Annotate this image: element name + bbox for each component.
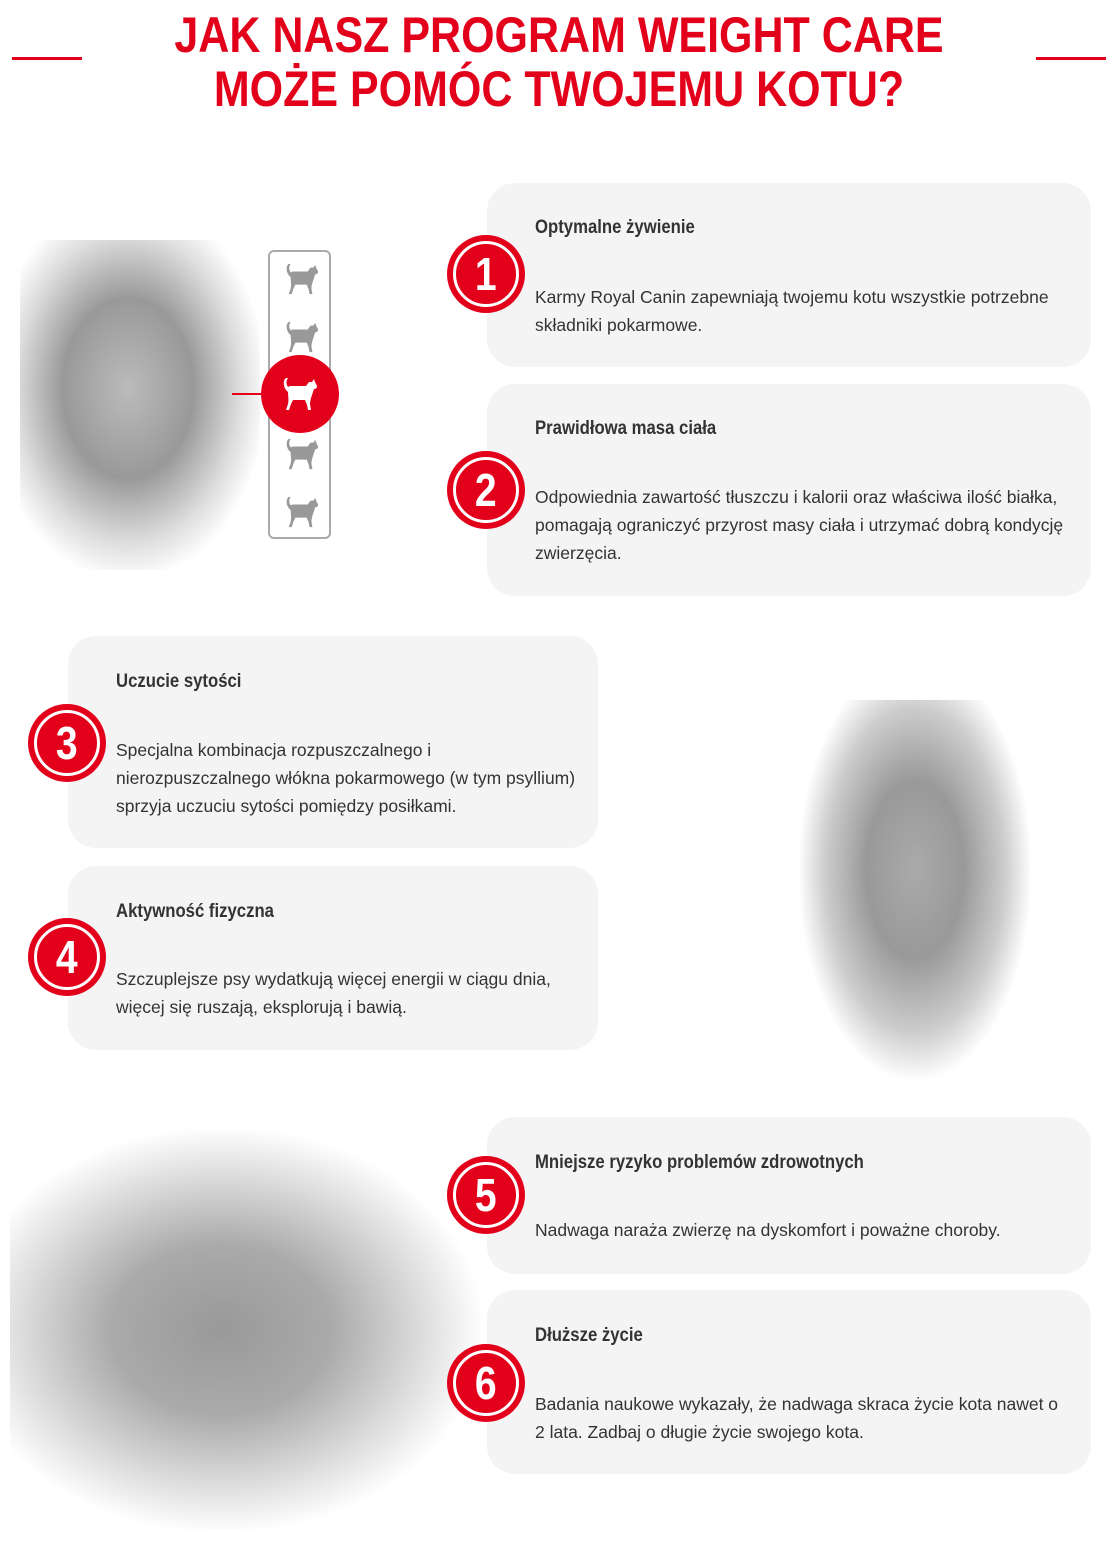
number-badge-2: 2 [447, 451, 525, 529]
benefit-heading: Optymalne żywienie [535, 217, 695, 238]
number-badge-3: 3 [28, 704, 106, 782]
benefit-card-3 [68, 636, 598, 848]
selected-weight-marker [261, 355, 339, 433]
benefit-text: Szczuplejsze psy wydatkują więcej energii w ciągu dnia, więcej się ruszają, eksplorują i bawią. [116, 969, 551, 1017]
benefit-card-6 [487, 1290, 1091, 1474]
cat-size-icon [283, 437, 321, 471]
benefit-heading: Aktywność fizyczna [116, 901, 274, 922]
cat-size-icon [283, 262, 321, 296]
benefit-card-4 [68, 866, 598, 1050]
page-title: JAK NASZ PROGRAM WEIGHT CARE MOŻE POMÓC TWOJEMU KOTU? [174, 7, 944, 117]
benefit-heading: Uczucie sytości [116, 671, 242, 692]
benefit-card-2 [487, 384, 1091, 596]
benefit-heading: Mniejsze ryzyko problemów zdrowotnych [535, 1152, 864, 1173]
benefit-text: Specjalna kombinacja rozpuszczalnego i nierozpuszczalnego włókna pokarmowego (w tym psyllium) sprzyja uczuciu sytości pomiędzy posiłkami. [116, 740, 576, 816]
benefit-text: Karmy Royal Canin zapewniają twojemu kotu wszystkie potrzebne składniki pokarmowe. [535, 287, 1049, 335]
cat-looking-up-photo [10, 1130, 480, 1530]
benefit-text: Badania naukowe wykazały, że nadwaga skraca życie kota nawet o 2 lata. Zadbaj o długie życie swojego kota. [535, 1394, 1059, 1442]
cat-paw-raised-photo [800, 700, 1030, 1078]
benefit-heading: Prawidłowa masa ciała [535, 418, 717, 439]
number-badge-6: 6 [447, 1344, 525, 1422]
benefit-text: Odpowiednia zawartość tłuszczu i kalorii oraz właściwa ilość białka, pomagają ograniczyć przyrost masy ciała i utrzymać dobrą kondycję zwierzęcia. [535, 487, 1064, 563]
header-rule-right [1036, 57, 1106, 60]
cat-ideal-icon [280, 376, 320, 412]
number-badge-1: 1 [447, 235, 525, 313]
number-badge-5: 5 [447, 1156, 525, 1234]
cat-size-icon [283, 320, 321, 354]
benefit-text: Nadwaga naraża zwierzę na dyskomfort i poważne choroby. [535, 1220, 1001, 1240]
header-rule-left [12, 57, 82, 60]
number-badge-4: 4 [28, 918, 106, 996]
cat-walking-photo [20, 240, 260, 570]
benefit-heading: Dłuższe życie [535, 1325, 643, 1346]
benefit-card-1 [487, 183, 1091, 367]
cat-size-icon [283, 495, 321, 529]
benefit-card-5 [487, 1117, 1091, 1274]
